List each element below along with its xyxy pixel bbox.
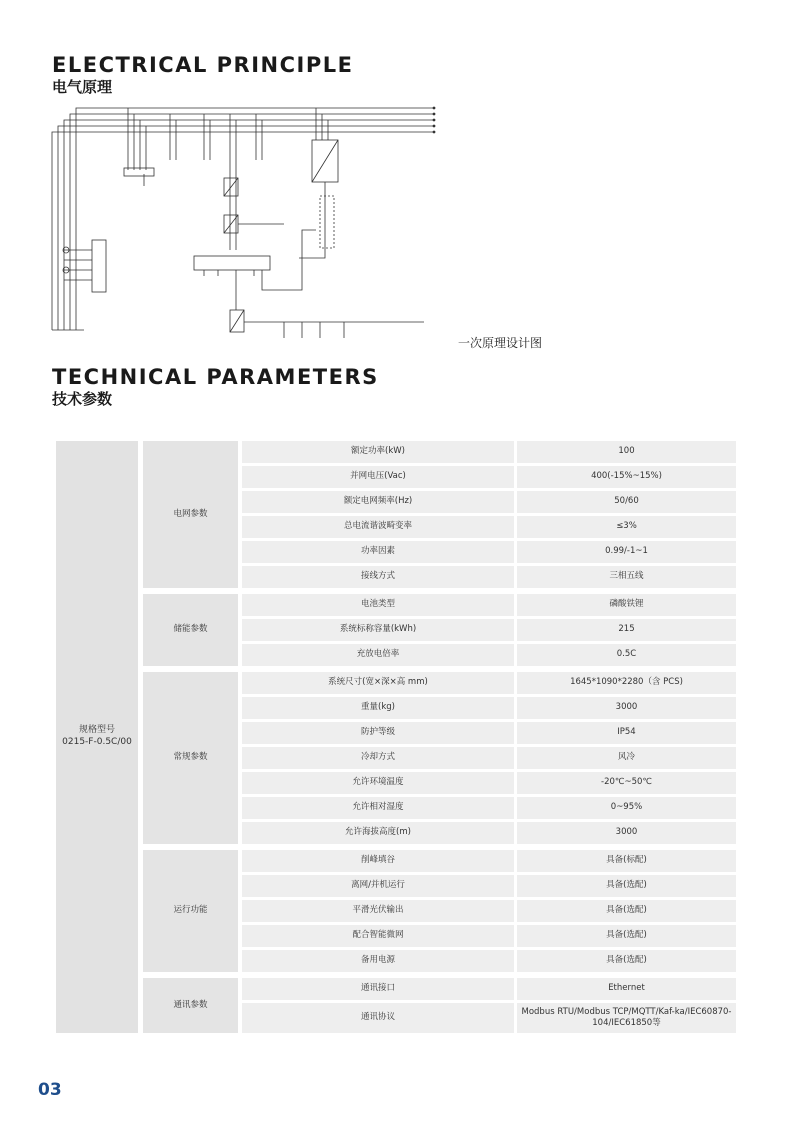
- model-cell: [56, 441, 138, 1033]
- param-name-cell: 冷却方式: [242, 747, 514, 769]
- param-name-cell: 离网/并机运行: [242, 875, 514, 897]
- param-value-cell: 磷酸铁锂: [517, 594, 736, 616]
- model-label: 规格型号: [78, 725, 115, 736]
- group-label-cell: 常规参数: [143, 672, 238, 844]
- param-name-cell: 充放电倍率: [242, 644, 514, 666]
- section-title-electrical: ELECTRICAL PRINCIPLE: [52, 53, 354, 77]
- param-name-cell: 防护等级: [242, 722, 514, 744]
- param-name-cell: 系统尺寸(宽×深×高 mm): [242, 672, 514, 694]
- param-value-cell: IP54: [517, 722, 736, 744]
- model-value: 0215-F-0.5C/00: [62, 737, 132, 747]
- param-name-cell: 系统标称容量(kWh): [242, 619, 514, 641]
- param-value-cell: 3000: [517, 822, 736, 844]
- param-name-cell: 备用电源: [242, 950, 514, 972]
- electrical-schematic-diagram: [44, 100, 444, 350]
- param-value-cell: -20℃~50℃: [517, 772, 736, 794]
- param-value-cell: 1645*1090*2280（含 PCS): [517, 672, 736, 694]
- param-name-cell: 功率因素: [242, 541, 514, 563]
- param-value-cell: 具备(选配): [517, 875, 736, 897]
- param-value-cell: ≤3%: [517, 516, 736, 538]
- param-name-cell: 通讯协议: [242, 1003, 514, 1033]
- diagram-caption: 一次原理设计图: [458, 336, 543, 350]
- param-name-cell: 允许相对湿度: [242, 797, 514, 819]
- param-value-cell: 具备(选配): [517, 900, 736, 922]
- group-label-cell: 储能参数: [143, 594, 238, 666]
- param-name-cell: 平滑光伏输出: [242, 900, 514, 922]
- param-value-cell: 50/60: [517, 491, 736, 513]
- page-number: 03: [38, 1080, 62, 1100]
- param-name-cell: 总电流谐波畸变率: [242, 516, 514, 538]
- group-label-cell: 通讯参数: [143, 978, 238, 1033]
- param-name-cell: 额定功率(kW): [242, 441, 514, 463]
- param-name-cell: 削峰填谷: [242, 850, 514, 872]
- param-name-cell: 额定电网频率(Hz): [242, 491, 514, 513]
- param-name-cell: 通讯接口: [242, 978, 514, 1000]
- param-name-cell: 允许环境温度: [242, 772, 514, 794]
- param-name-cell: 配合智能微网: [242, 925, 514, 947]
- param-value-cell: Ethernet: [517, 978, 736, 1000]
- param-value-cell: 具备(选配): [517, 925, 736, 947]
- param-name-cell: 重量(kg): [242, 697, 514, 719]
- param-name-cell: 允许海拔高度(m): [242, 822, 514, 844]
- param-value-cell: 3000: [517, 697, 736, 719]
- param-name-cell: 电池类型: [242, 594, 514, 616]
- section-subtitle-technical: 技术参数: [52, 390, 113, 408]
- param-name-cell: 接线方式: [242, 566, 514, 588]
- param-value-cell: 0~95%: [517, 797, 736, 819]
- section-subtitle-electrical: 电气原理: [52, 78, 113, 96]
- param-value-cell: 0.5C: [517, 644, 736, 666]
- param-value-cell: 风冷: [517, 747, 736, 769]
- param-name-cell: 并网电压(Vac): [242, 466, 514, 488]
- param-value-cell: Modbus RTU/Modbus TCP/MQTT/Kaf-ka/IEC60870-104/IEC61850等: [517, 1003, 736, 1033]
- param-value-cell: 具备(标配): [517, 850, 736, 872]
- param-value-cell: 215: [517, 619, 736, 641]
- param-value-cell: 400(-15%~15%): [517, 466, 736, 488]
- param-value-cell: 100: [517, 441, 736, 463]
- group-label-cell: 电网参数: [143, 441, 238, 588]
- param-value-cell: 具备(选配): [517, 950, 736, 972]
- group-label-cell: 运行功能: [143, 850, 238, 972]
- param-value-cell: 0.99/-1~1: [517, 541, 736, 563]
- param-value-cell: 三相五线: [517, 566, 736, 588]
- section-title-technical: TECHNICAL PARAMETERS: [52, 365, 379, 389]
